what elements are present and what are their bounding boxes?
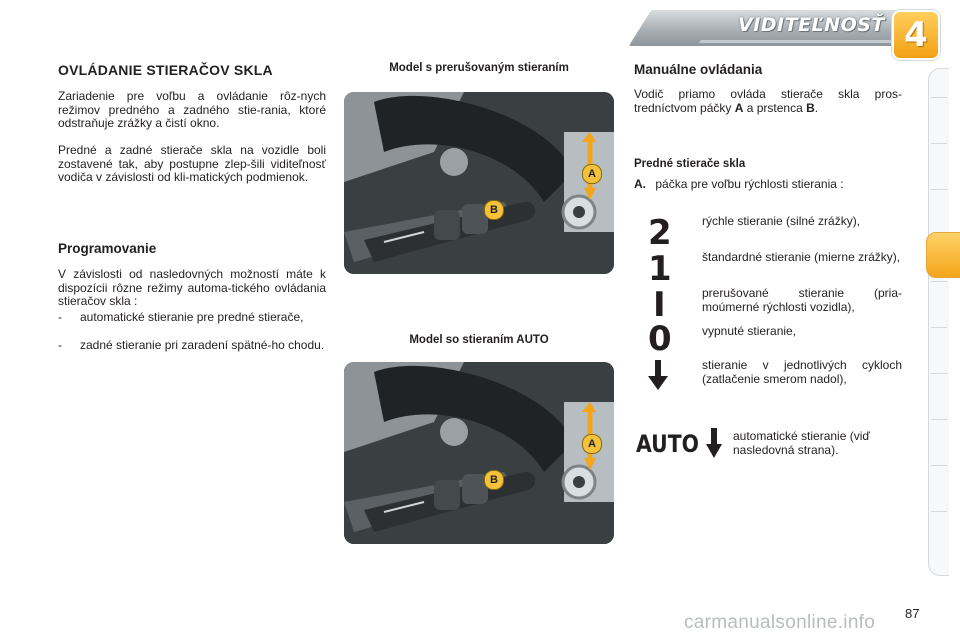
item-a <box>634 177 844 191</box>
tab-divider <box>931 511 947 512</box>
paragraph-manual-intro <box>634 88 902 115</box>
paragraph-intro: Zariadenie pre voľbu a ovládanie rôz-nych režimov predného a zadného stie-rania, ktoré odstraňuje zrážky a čistí okno. <box>58 89 326 131</box>
position-symbol-0: 0 <box>648 319 672 359</box>
arrow-down-icon <box>706 428 722 458</box>
watermark: carmanualsonline.info <box>684 612 876 633</box>
list-item <box>58 311 326 339</box>
intro-label-a: A <box>734 100 744 115</box>
callout-b: B <box>484 470 504 490</box>
wiper-stalk-photo-auto <box>344 362 614 544</box>
tab-divider <box>931 97 947 98</box>
chapter-tab-active[interactable] <box>926 232 960 278</box>
wiper-stalk-illustration <box>344 92 614 274</box>
callout-a: A <box>582 164 602 184</box>
chapter-tab-strip <box>928 68 949 576</box>
tab-divider <box>931 373 947 374</box>
wiper-stalk-photo-intermittent <box>344 92 614 274</box>
chapter-badge <box>892 10 940 60</box>
list-item-text: zadné stieranie pri zaradení spätné-ho chodu. <box>80 338 325 352</box>
bullet-dash: - <box>58 338 62 352</box>
callout-b: B <box>484 200 504 220</box>
paragraph-programming: V závislosti od nasledovných možností máte k dispozícii rôzne režimy automa-tického ovládania stieračov skla : <box>58 267 326 309</box>
subsection-title-front-wipers: Predné stierače skla <box>634 158 746 170</box>
auto-symbol: AUTO <box>636 430 699 458</box>
paragraph-wipers-design: Predné a zadné stierače skla na vozidle boli zostavené tak, aby postupne zlep-šili viditeľnosť vodiča v závislosti od kli-matických podmienok. <box>58 143 326 185</box>
caption-auto-model: Model so stieraním AUTO <box>409 334 549 346</box>
tab-divider <box>931 143 947 144</box>
position-text-intermittent: prerušované stieranie (pria-moúmerné rýchlosti vozidla), <box>702 286 902 314</box>
item-a-text: páčka pre voľbu rýchlosti stierania : <box>655 177 844 191</box>
arrow-down-icon <box>648 360 668 390</box>
section-title-wipers: OVLÁDANIE STIERAČOV SKLA <box>58 62 273 78</box>
callout-a: A <box>582 434 602 454</box>
chapter-number: 4 <box>904 15 928 55</box>
position-symbol-2: 2 <box>648 213 672 253</box>
intro-text: a prstenca <box>743 100 807 115</box>
position-text-single-wipe: stieranie v jednotlivých cykloch (zatlačenie smerom nadol), <box>702 358 902 386</box>
wiper-stalk-illustration <box>344 362 614 544</box>
position-text-fast: rýchle stieranie (silné zrážky), <box>702 214 861 228</box>
tab-divider <box>931 281 947 282</box>
section-title-programming: Programovanie <box>58 241 157 256</box>
caption-intermittent-model: Model s prerušovaným stieraním <box>389 62 569 74</box>
intro-text: Vodič priamo ovláda stierače skla pros-tredníctvom páčky <box>634 87 902 115</box>
chapter-title: VIDITEĽNOSŤ <box>738 14 885 36</box>
banner-stripe <box>699 40 911 43</box>
auto-text: automatické stieranie (viď nasledovná strana). <box>733 429 870 457</box>
position-text-off: vypnuté stieranie, <box>702 324 797 338</box>
position-symbol-1: 1 <box>648 249 672 289</box>
page-number: 87 <box>905 606 920 621</box>
intro-label-b: B <box>806 100 815 115</box>
tab-divider <box>931 465 947 466</box>
intro-text: . <box>814 100 819 115</box>
position-text-normal: štandardné stieranie (mierne zrážky), <box>702 250 901 264</box>
tab-divider <box>931 327 947 328</box>
item-a-label: A. <box>634 177 646 191</box>
section-title-manual: Manuálne ovládania <box>634 62 763 77</box>
list-item <box>58 339 326 367</box>
tab-divider <box>931 189 947 190</box>
bullet-dash: - <box>58 310 62 324</box>
list-item-text: automatické stieranie pre predné stierače, <box>80 310 304 324</box>
tab-divider <box>931 419 947 420</box>
position-symbol-intermittent: I <box>653 285 666 325</box>
